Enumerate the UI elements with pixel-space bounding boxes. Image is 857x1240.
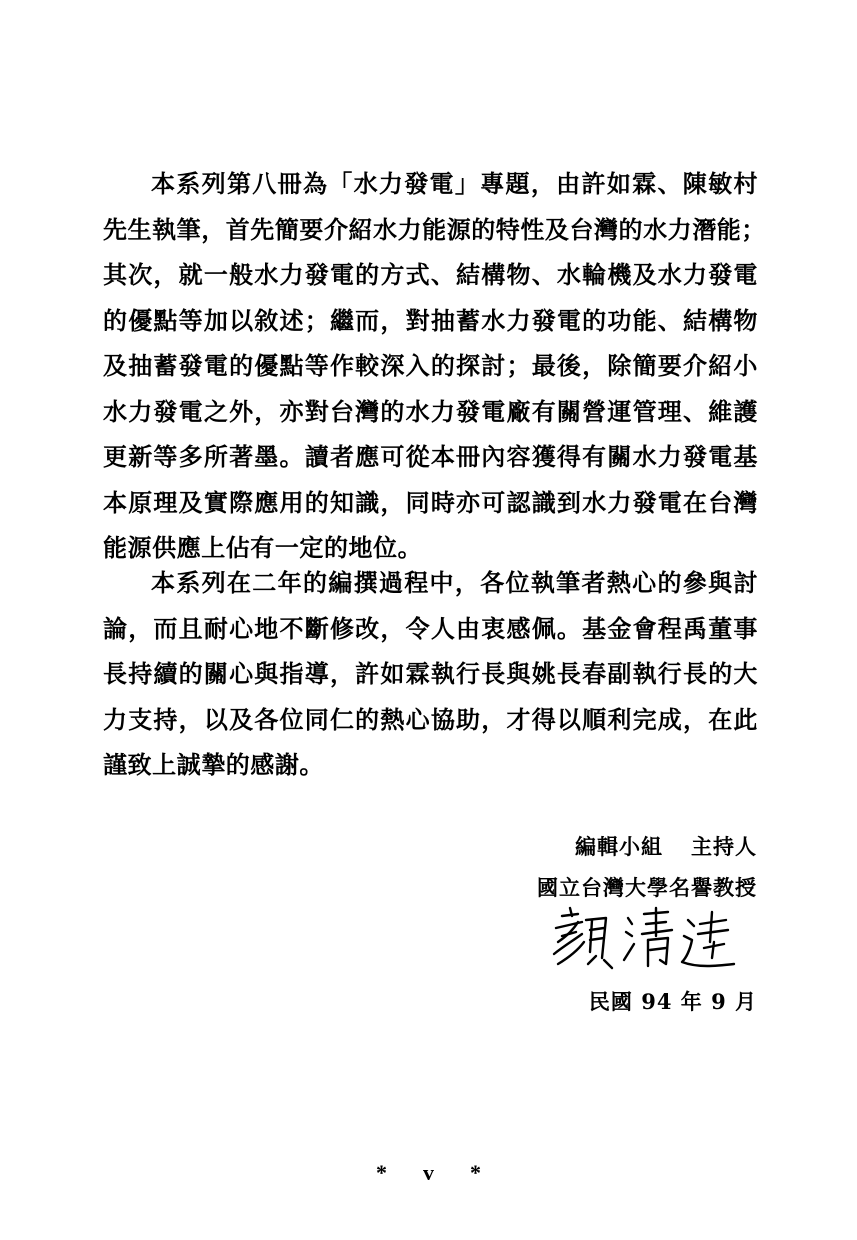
page-number: v [423,1160,434,1185]
handwritten-signature [548,902,738,972]
text-line: 更新等多所著墨。讀者應可從本冊內容獲得有關水力發電基 [103,442,758,471]
text-line: 本系列第八冊為「水力發電」專題，由許如霖、陳敏村 [151,169,758,198]
text-line: 本系列在二年的編撰過程中，各位執筆者熱心的參與討 [151,568,758,597]
text-line: 水力發電之外，亦對台灣的水力發電廠有關營運管理、維護 [103,396,758,426]
footer-right-mark: * [470,1160,481,1185]
footer-left-mark: * [376,1160,387,1185]
signature-team-line [575,831,757,861]
text-line: 本原理及實際應用的知識，同時亦可認識到水力發電在台灣 [103,487,758,517]
text-line: 論，而且耐心地不斷修改，令人由衷感佩。基金會程禹董事 [103,613,758,643]
team-role: 主持人 [691,834,757,859]
text-line: 先生執筆，首先簡要介紹水力能源的特性及台灣的水力潛能； [103,214,766,244]
author-title: 國立台灣大學名譽教授 [537,875,757,900]
team-name: 編輯小組 [575,834,663,859]
page-footer [0,1160,857,1186]
text-line: 能源供應上佔有一定的地位。 [103,533,423,562]
text-line: 長持續的關心與指導，許如霖執行長與姚長春副執行長的大 [103,659,758,688]
preface-paragraph-1 [103,161,766,571]
text-line: 其次，就一般水力發電的方式、結構物、水輪機及水力發電 [103,260,758,289]
text-line: 力支持，以及各位同仁的熱心協助，才得以順利完成，在此 [103,704,758,734]
text-line: 謹致上誠摯的感謝。 [103,750,324,779]
preface-paragraph-2 [103,560,758,788]
text-line: 的優點等加以敘述；繼而，對抽蓄水力發電的功能、結構物 [103,305,758,335]
date-line: 民國 94 年 9 月 [588,989,757,1014]
text-line: 及抽蓄發電的優點等作較深入的探討；最後，除簡要介紹小 [103,351,758,380]
